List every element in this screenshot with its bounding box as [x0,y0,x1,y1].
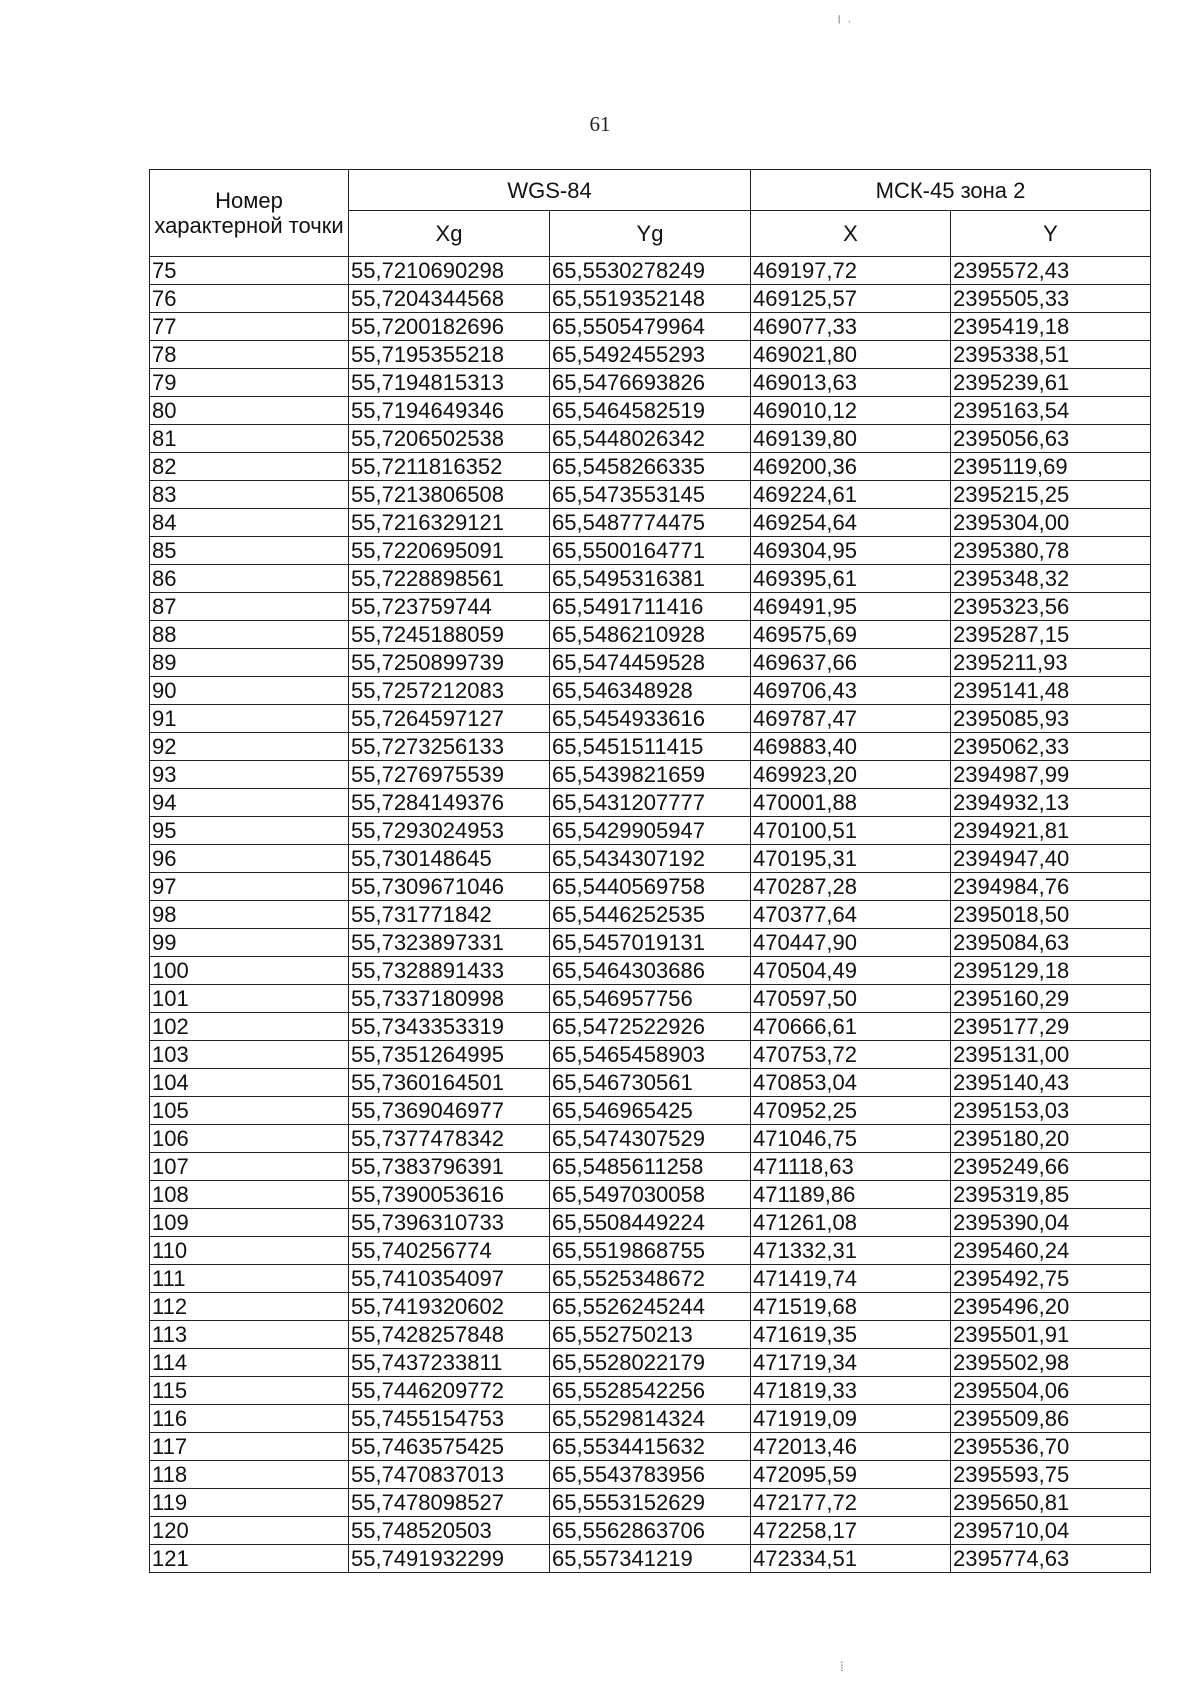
x-cell: 469200,36 [751,453,951,481]
x-cell: 472095,59 [751,1461,951,1489]
yg-cell: 65,5500164771 [550,537,751,565]
xg-cell: 55,7491932299 [349,1545,550,1573]
yg-cell: 65,546348928 [550,677,751,705]
x-cell: 472013,46 [751,1433,951,1461]
table-row [150,621,1151,649]
point-number-cell: 88 [150,621,349,649]
point-number-cell: 100 [150,957,349,985]
x-cell: 470853,04 [751,1069,951,1097]
table-row [150,957,1151,985]
table-row [150,285,1151,313]
point-number-cell: 110 [150,1237,349,1265]
yg-cell: 65,5519352148 [550,285,751,313]
table-row [150,1181,1151,1209]
table-row [150,901,1151,929]
xg-cell: 55,7351264995 [349,1041,550,1069]
xg-cell: 55,7428257848 [349,1321,550,1349]
table-row [150,313,1151,341]
point-number-cell: 80 [150,397,349,425]
y-cell: 2395319,85 [951,1181,1151,1209]
point-number-cell: 82 [150,453,349,481]
y-cell: 2395650,81 [951,1489,1151,1517]
x-cell: 469575,69 [751,621,951,649]
point-number-cell: 95 [150,817,349,845]
point-number-cell: 81 [150,425,349,453]
point-number-cell: 119 [150,1489,349,1517]
yg-cell: 65,5474307529 [550,1125,751,1153]
table-row [150,453,1151,481]
xg-cell: 55,723759744 [349,593,550,621]
x-cell: 469706,43 [751,677,951,705]
y-cell: 2395249,66 [951,1153,1151,1181]
xg-cell: 55,7216329121 [349,509,550,537]
point-number-cell: 117 [150,1433,349,1461]
yg-cell: 65,5491711416 [550,593,751,621]
point-number-cell: 116 [150,1405,349,1433]
point-number-cell: 106 [150,1125,349,1153]
yg-cell: 65,5497030058 [550,1181,751,1209]
y-column-header: Y [951,211,1151,257]
table-row [150,1125,1151,1153]
xg-cell: 55,7195355218 [349,341,550,369]
yg-cell: 65,5465458903 [550,1041,751,1069]
x-cell: 469125,57 [751,285,951,313]
y-cell: 2395153,03 [951,1097,1151,1125]
point-number-cell: 97 [150,873,349,901]
y-cell: 2395505,33 [951,285,1151,313]
point-number-cell: 83 [150,481,349,509]
point-number-cell: 90 [150,677,349,705]
x-cell: 470597,50 [751,985,951,1013]
x-cell: 471261,08 [751,1209,951,1237]
yg-cell: 65,5434307192 [550,845,751,873]
y-cell: 2395119,69 [951,453,1151,481]
scan-mark-bottom: ⁞ [840,1660,844,1675]
y-cell: 2395509,86 [951,1405,1151,1433]
xg-cell: 55,7470837013 [349,1461,550,1489]
point-number-cell: 101 [150,985,349,1013]
xg-cell: 55,7396310733 [349,1209,550,1237]
table-row [150,1461,1151,1489]
yg-cell: 65,5429905947 [550,817,751,845]
table-row [150,789,1151,817]
table-row [150,593,1151,621]
table-row [150,565,1151,593]
point-number-cell: 89 [150,649,349,677]
table-row [150,1153,1151,1181]
point-number-cell: 99 [150,929,349,957]
xg-cell: 55,7360164501 [349,1069,550,1097]
xg-cell: 55,7210690298 [349,257,550,285]
yg-cell: 65,546957756 [550,985,751,1013]
y-cell: 2395593,75 [951,1461,1151,1489]
xg-cell: 55,7213806508 [349,481,550,509]
point-number-cell: 103 [150,1041,349,1069]
table-row [150,1489,1151,1517]
xg-cell: 55,7204344568 [349,285,550,313]
x-cell: 469395,61 [751,565,951,593]
page-number: 61 [589,112,611,136]
y-cell: 2395348,32 [951,565,1151,593]
yg-cell: 65,5458266335 [550,453,751,481]
x-cell: 470100,51 [751,817,951,845]
y-cell: 2395056,63 [951,425,1151,453]
x-cell: 470287,28 [751,873,951,901]
table-row [150,1265,1151,1293]
y-cell: 2395084,63 [951,929,1151,957]
table-row [150,397,1151,425]
xg-cell: 55,7264597127 [349,705,550,733]
y-cell: 2394984,76 [951,873,1151,901]
table-row [150,509,1151,537]
yg-cell: 65,552750213 [550,1321,751,1349]
y-cell: 2395572,43 [951,257,1151,285]
table-row [150,1069,1151,1097]
y-cell: 2394947,40 [951,845,1151,873]
yg-cell: 65,5508449224 [550,1209,751,1237]
xg-cell: 55,7257212083 [349,677,550,705]
point-number-cell: 118 [150,1461,349,1489]
xg-cell: 55,730148645 [349,845,550,873]
xg-cell: 55,7194649346 [349,397,550,425]
x-cell: 471819,33 [751,1377,951,1405]
yg-cell: 65,5487774475 [550,509,751,537]
yg-cell: 65,5519868755 [550,1237,751,1265]
table-row [150,1433,1151,1461]
point-number-cell: 91 [150,705,349,733]
point-number-cell: 78 [150,341,349,369]
point-number-cell: 102 [150,1013,349,1041]
yg-cell: 65,5534415632 [550,1433,751,1461]
xg-cell: 55,7245188059 [349,621,550,649]
x-cell: 471118,63 [751,1153,951,1181]
yg-cell: 65,5525348672 [550,1265,751,1293]
yg-cell: 65,5528542256 [550,1377,751,1405]
xg-cell: 55,7206502538 [349,425,550,453]
xg-cell: 55,7419320602 [349,1293,550,1321]
x-cell: 469923,20 [751,761,951,789]
point-number-cell: 85 [150,537,349,565]
xg-cell: 55,7410354097 [349,1265,550,1293]
xg-cell: 55,7293024953 [349,817,550,845]
yg-cell: 65,5464303686 [550,957,751,985]
table-row [150,257,1151,285]
yg-cell: 65,5530278249 [550,257,751,285]
x-cell: 471419,74 [751,1265,951,1293]
xg-cell: 55,740256774 [349,1237,550,1265]
xg-cell: 55,7211816352 [349,453,550,481]
xg-cell: 55,7220695091 [349,537,550,565]
x-cell: 470001,88 [751,789,951,817]
x-cell: 472258,17 [751,1517,951,1545]
table-row [150,369,1151,397]
x-cell: 471332,31 [751,1237,951,1265]
table-row [150,845,1151,873]
yg-cell: 65,5457019131 [550,929,751,957]
yg-cell: 65,5553152629 [550,1489,751,1517]
x-cell: 470195,31 [751,845,951,873]
yg-cell: 65,546965425 [550,1097,751,1125]
y-cell: 2395774,63 [951,1545,1151,1573]
table-row [150,1013,1151,1041]
y-cell: 2395141,48 [951,677,1151,705]
yg-cell: 65,5464582519 [550,397,751,425]
y-cell: 2395304,00 [951,509,1151,537]
yg-cell: 65,5451511415 [550,733,751,761]
xg-column-header: Xg [349,211,550,257]
point-number-cell: 105 [150,1097,349,1125]
point-number-header: Номер характерной точки [150,170,349,257]
xg-cell: 55,7390053616 [349,1181,550,1209]
yg-cell: 65,5528022179 [550,1349,751,1377]
table-row [150,1097,1151,1125]
table-row [150,1405,1151,1433]
point-number-cell: 109 [150,1209,349,1237]
point-number-cell: 104 [150,1069,349,1097]
point-number-cell: 114 [150,1349,349,1377]
y-cell: 2395502,98 [951,1349,1151,1377]
yg-cell: 65,557341219 [550,1545,751,1573]
x-cell: 469013,63 [751,369,951,397]
table-row [150,1545,1151,1573]
table-row [150,817,1151,845]
table-row [150,537,1151,565]
y-cell: 2395163,54 [951,397,1151,425]
xg-cell: 55,7323897331 [349,929,550,957]
xg-cell: 55,7194815313 [349,369,550,397]
table-row [150,733,1151,761]
yg-cell: 65,5473553145 [550,481,751,509]
yg-cell: 65,5431207777 [550,789,751,817]
y-cell: 2395018,50 [951,901,1151,929]
xg-cell: 55,7228898561 [349,565,550,593]
x-cell: 469883,40 [751,733,951,761]
y-cell: 2395085,93 [951,705,1151,733]
xg-cell: 55,7377478342 [349,1125,550,1153]
y-cell: 2395504,06 [951,1377,1151,1405]
point-number-cell: 86 [150,565,349,593]
y-cell: 2395460,24 [951,1237,1151,1265]
point-number-cell: 79 [150,369,349,397]
table-row [150,929,1151,957]
xg-cell: 55,731771842 [349,901,550,929]
xg-cell: 55,7446209772 [349,1377,550,1405]
xg-cell: 55,7463575425 [349,1433,550,1461]
yg-cell: 65,5486210928 [550,621,751,649]
yg-cell: 65,5448026342 [550,425,751,453]
point-number-cell: 112 [150,1293,349,1321]
y-cell: 2395140,43 [951,1069,1151,1097]
point-number-cell: 115 [150,1377,349,1405]
x-cell: 471046,75 [751,1125,951,1153]
table-row [150,341,1151,369]
xg-cell: 55,748520503 [349,1517,550,1545]
y-cell: 2395501,91 [951,1321,1151,1349]
x-cell: 469021,80 [751,341,951,369]
yg-cell: 65,5526245244 [550,1293,751,1321]
x-cell: 469787,47 [751,705,951,733]
table-row [150,1041,1151,1069]
point-number-cell: 107 [150,1153,349,1181]
point-number-cell: 108 [150,1181,349,1209]
x-cell: 469010,12 [751,397,951,425]
xg-cell: 55,7200182696 [349,313,550,341]
xg-cell: 55,7437233811 [349,1349,550,1377]
x-cell: 471919,09 [751,1405,951,1433]
y-cell: 2395215,25 [951,481,1151,509]
xg-cell: 55,7369046977 [349,1097,550,1125]
y-cell: 2395390,04 [951,1209,1151,1237]
xg-cell: 55,7309671046 [349,873,550,901]
y-cell: 2395177,29 [951,1013,1151,1041]
y-cell: 2395131,00 [951,1041,1151,1069]
x-cell: 470504,49 [751,957,951,985]
y-cell: 2395496,20 [951,1293,1151,1321]
point-number-cell: 111 [150,1265,349,1293]
y-cell: 2394921,81 [951,817,1151,845]
x-cell: 471619,35 [751,1321,951,1349]
table-row [150,425,1151,453]
y-cell: 2394932,13 [951,789,1151,817]
table-row [150,705,1151,733]
y-cell: 2395180,20 [951,1125,1151,1153]
y-cell: 2395338,51 [951,341,1151,369]
xg-cell: 55,7250899739 [349,649,550,677]
table-row [150,1209,1151,1237]
x-cell: 469197,72 [751,257,951,285]
yg-cell: 65,5446252535 [550,901,751,929]
table-row [150,649,1151,677]
yg-cell: 65,5439821659 [550,761,751,789]
point-number-cell: 94 [150,789,349,817]
y-cell: 2395129,18 [951,957,1151,985]
table-row [150,1237,1151,1265]
table-row [150,1293,1151,1321]
table-row [150,1321,1151,1349]
y-cell: 2395710,04 [951,1517,1151,1545]
xg-cell: 55,7478098527 [349,1489,550,1517]
point-number-cell: 93 [150,761,349,789]
x-cell: 471519,68 [751,1293,951,1321]
table-row [150,677,1151,705]
point-number-cell: 96 [150,845,349,873]
xg-cell: 55,7343353319 [349,1013,550,1041]
y-cell: 2395492,75 [951,1265,1151,1293]
point-number-cell: 84 [150,509,349,537]
point-number-cell: 77 [150,313,349,341]
yg-cell: 65,5474459528 [550,649,751,677]
y-cell: 2395239,61 [951,369,1151,397]
point-number-cell: 98 [150,901,349,929]
x-cell: 469637,66 [751,649,951,677]
x-cell: 472177,72 [751,1489,951,1517]
yg-cell: 65,5454933616 [550,705,751,733]
x-cell: 469224,61 [751,481,951,509]
x-cell: 470952,25 [751,1097,951,1125]
y-cell: 2395211,93 [951,649,1151,677]
x-cell: 469254,64 [751,509,951,537]
yg-cell: 65,546730561 [550,1069,751,1097]
y-cell: 2395287,15 [951,621,1151,649]
yg-cell: 65,5529814324 [550,1405,751,1433]
xg-cell: 55,7276975539 [349,761,550,789]
y-cell: 2395536,70 [951,1433,1151,1461]
y-cell: 2395062,33 [951,733,1151,761]
x-cell: 470447,90 [751,929,951,957]
point-number-cell: 120 [150,1517,349,1545]
xg-cell: 55,7383796391 [349,1153,550,1181]
x-cell: 469139,80 [751,425,951,453]
x-cell: 470753,72 [751,1041,951,1069]
x-column-header: X [751,211,951,257]
point-number-cell: 92 [150,733,349,761]
xg-cell: 55,7337180998 [349,985,550,1013]
y-cell: 2395160,29 [951,985,1151,1013]
y-cell: 2395380,78 [951,537,1151,565]
x-cell: 469077,33 [751,313,951,341]
table-row [150,1377,1151,1405]
xg-cell: 55,7284149376 [349,789,550,817]
xg-cell: 55,7328891433 [349,957,550,985]
x-cell: 471189,86 [751,1181,951,1209]
table-row [150,761,1151,789]
y-cell: 2394987,99 [951,761,1151,789]
yg-cell: 65,5472522926 [550,1013,751,1041]
point-number-cell: 121 [150,1545,349,1573]
scan-mark-top: ╷ ˌ [835,9,852,24]
coordinates-table [149,169,1151,1573]
yg-cell: 65,5505479964 [550,313,751,341]
x-cell: 470377,64 [751,901,951,929]
msk45-group-header: МСК-45 зона 2 [751,170,1151,211]
yg-cell: 65,5562863706 [550,1517,751,1545]
x-cell: 469304,95 [751,537,951,565]
yg-cell: 65,5476693826 [550,369,751,397]
yg-column-header: Yg [550,211,751,257]
point-number-cell: 113 [150,1321,349,1349]
xg-cell: 55,7273256133 [349,733,550,761]
xg-cell: 55,7455154753 [349,1405,550,1433]
y-cell: 2395419,18 [951,313,1151,341]
x-cell: 469491,95 [751,593,951,621]
yg-cell: 65,5440569758 [550,873,751,901]
table-row [150,1349,1151,1377]
wgs84-group-header: WGS-84 [349,170,751,211]
yg-cell: 65,5485611258 [550,1153,751,1181]
point-number-cell: 87 [150,593,349,621]
x-cell: 470666,61 [751,1013,951,1041]
x-cell: 472334,51 [751,1545,951,1573]
table-row [150,481,1151,509]
table-body [150,257,1151,1573]
point-number-cell: 75 [150,257,349,285]
yg-cell: 65,5492455293 [550,341,751,369]
yg-cell: 65,5543783956 [550,1461,751,1489]
point-number-cell: 76 [150,285,349,313]
table-row [150,1517,1151,1545]
table-row [150,985,1151,1013]
y-cell: 2395323,56 [951,593,1151,621]
table-row [150,873,1151,901]
x-cell: 471719,34 [751,1349,951,1377]
yg-cell: 65,5495316381 [550,565,751,593]
